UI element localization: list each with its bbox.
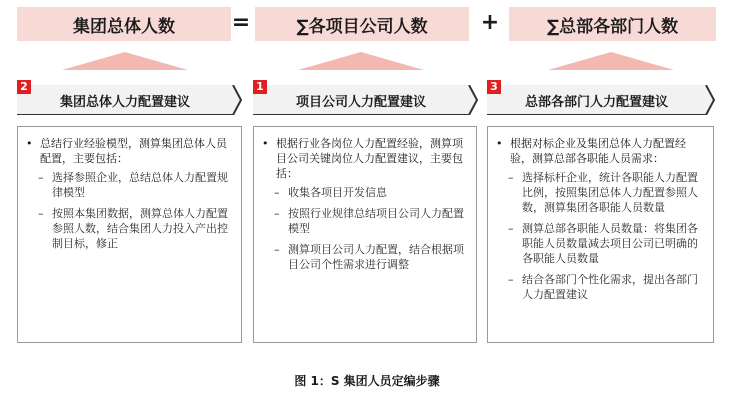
step-number-badge: 3: [487, 80, 501, 94]
plus-sign: +: [480, 10, 500, 35]
sub-item: – 选择标杆企业，统计各职能人力配置比例，按照集团总体人力配置参照人数，测算集团各职能人员数量: [494, 170, 707, 215]
triangle-left: [62, 52, 188, 70]
sub-item: – 测算总部各职能人员数量：将集团各职能人员数量减去项目公司已明确的各职能人员数量: [494, 221, 707, 266]
step-number-badge: 2: [17, 80, 31, 94]
sub-item: – 结合各部门个性化需求，提出各部门人力配置建议: [494, 272, 707, 302]
equals-sign: =: [231, 10, 251, 35]
step-header-group: [17, 85, 243, 115]
sub-item: – 选择参照企业，总结总体人力配置规律模型: [24, 170, 235, 200]
step-header-title: 总部各部门人力配置建议: [524, 94, 668, 110]
main-bullet: • 总结行业经验模型，测算集团总体人员配置，主要包括：: [24, 136, 235, 166]
project-companies-box: [255, 7, 469, 41]
step-number-badge: 1: [253, 80, 267, 94]
triangle-middle: [298, 52, 424, 70]
step-detail-panel: [17, 126, 242, 343]
total-headcount-label: 集团总体人数: [73, 16, 175, 37]
main-bullet: • 根据对标企业及集团总体人力配置经验，测算总部各职能人员需求：: [494, 136, 707, 166]
sub-item: – 按照行业规律总结项目公司人力配置模型: [260, 206, 470, 236]
step-header-title: 项目公司人力配置建议: [295, 94, 426, 110]
step-header-group: [487, 85, 716, 115]
project-companies-label: ∑各项目公司人数: [296, 16, 428, 37]
sub-item: – 按照本集团数据，测算总体人力配置参照人数，结合集团人力投入产出控制目标，修正: [24, 206, 235, 251]
main-bullet: • 根据行业各岗位人力配置经验，测算项目公司关键岗位人力配置建议，主要包括：: [260, 136, 470, 181]
triangle-right: [548, 52, 674, 70]
step-detail-panel: [253, 126, 477, 343]
sub-item: – 收集各项目开发信息: [260, 185, 470, 200]
hq-departments-box: [509, 7, 716, 41]
step-header-title: 集团总体人力配置建议: [59, 94, 190, 110]
step-header-group: [253, 85, 479, 115]
hq-departments-label: ∑总部各部门人数: [546, 16, 679, 37]
total-headcount-box: [17, 7, 231, 41]
sub-item: – 测算项目公司人力配置，结合根据项目公司个性需求进行调整: [260, 242, 470, 272]
step-detail-panel: [487, 126, 714, 343]
figure-caption: 图 1：S 集团人员定编步骤: [294, 374, 440, 388]
